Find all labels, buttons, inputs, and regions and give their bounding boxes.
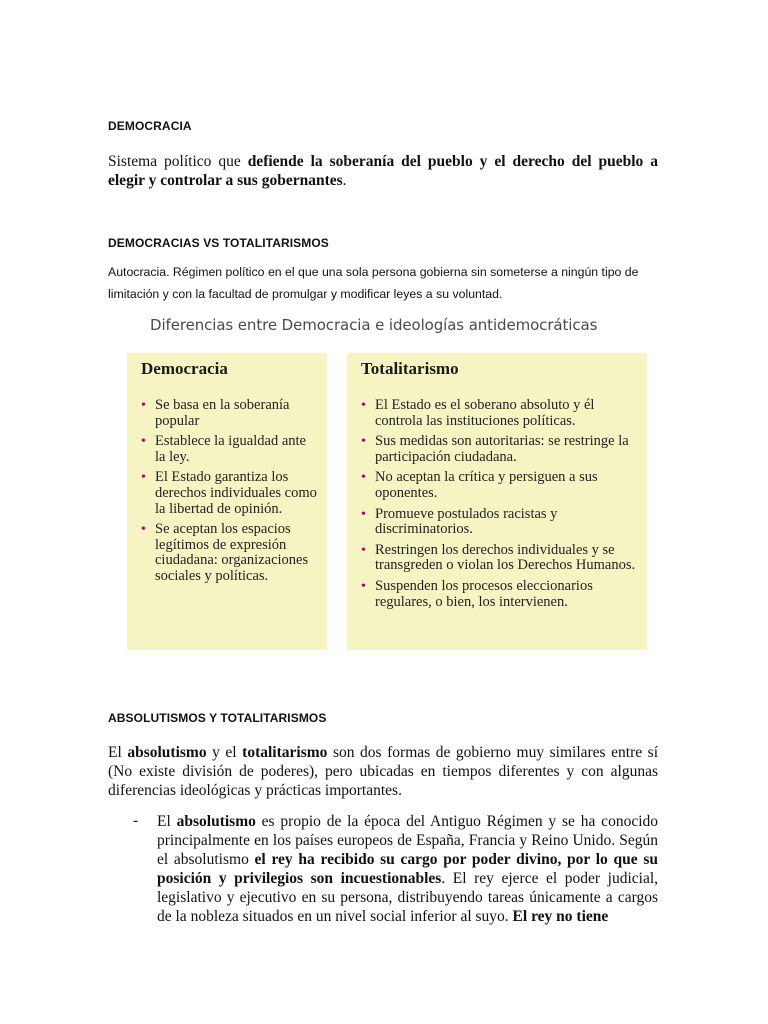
text-run: son dos formas de gobierno muy similares entre sí (No existe división de poderes), pero ubicadas en tiempos diferentes y con algunas diferencias ideológicas y prácticas importantes. xyxy=(108,744,659,799)
text-run: . El rey ejerce el poder judicial, legislativo y ejecutivo en su persona, distribuyendo tareas únicamente a cargos de la nobleza situados en un nivel social inferior al suyo. xyxy=(157,870,659,925)
heading-democracias-vs-totalitarismos: DEMOCRACIAS VS TOTALITARISMOS xyxy=(108,236,329,250)
list-item: • Restringen los derechos individuales y se transgreden o violan los Derechos Humanos. xyxy=(361,543,639,574)
list-item: • Suspenden los procesos eleccionarios regulares, o bien, los intervienen. xyxy=(361,579,639,610)
text-run: es propio de la época del Antiguo Régimen y se ha conocido principalmente en los países europeos de España, Francia y Reino Unido. Según el absolutismo xyxy=(157,813,658,868)
list-item: • Se basa en la soberanía popular xyxy=(141,398,319,429)
paragraph-absolutismo-detail xyxy=(157,812,658,926)
list-item: • El Estado garantiza los derechos individuales como la libertad de opinión. xyxy=(141,470,319,517)
panel-totalitarismo xyxy=(347,353,647,650)
panel-title: Democracia xyxy=(141,359,228,378)
paragraph-autocracia: Autocracia. Régimen político en el que una sola persona gobierna sin someterse a ningún tipo de limitación y con la facultad de promulgar y modificar leyes a su voluntad. xyxy=(108,265,639,301)
figure-title: Diferencias entre Democracia e ideologías antidemocráticas xyxy=(150,316,598,334)
list-item: • Promueve postulados racistas y discriminatorios. xyxy=(361,507,639,538)
heading-democracia: DEMOCRACIA xyxy=(108,119,192,133)
text-run-bold: El rey no tiene xyxy=(512,908,609,925)
list-item: • Se aceptan los espacios legítimos de expresión ciudadana: organizaciones sociales y políticas. xyxy=(141,522,319,584)
text-run-bold: defiende la soberanía del pueblo y el derecho del pueblo a elegir y controlar a sus gobernantes xyxy=(108,153,658,189)
heading-absolutismos-y-totalitarismos: ABSOLUTISMOS Y TOTALITARISMOS xyxy=(108,711,327,725)
list-item: • Establece la igualdad ante la ley. xyxy=(141,434,319,465)
text-run: Sistema político que xyxy=(108,153,248,170)
text-run: El xyxy=(108,744,128,761)
panel-list xyxy=(141,398,319,590)
text-run-bold: absolutismo xyxy=(176,813,256,830)
text-run-bold: el rey ha recibido su cargo por poder divino, por lo que su posición y privilegios son incuestionables xyxy=(157,851,658,887)
list-item: • Sus medidas son autoritarias: se restringe la participación ciudadana. xyxy=(361,434,639,465)
panel-title: Totalitarismo xyxy=(361,359,459,378)
comparison-figure xyxy=(115,308,655,654)
text-run: . xyxy=(342,172,347,189)
paragraph-absolutismo-intro xyxy=(108,743,658,800)
text-run-bold: totalitarismo xyxy=(242,744,328,761)
list-dash-marker: - xyxy=(133,812,139,829)
text-run: y el xyxy=(206,744,243,761)
list-item: • El Estado es el soberano absoluto y él controla las instituciones políticas. xyxy=(361,398,639,429)
panel-democracia xyxy=(127,353,327,650)
text-run: El xyxy=(157,813,177,830)
text-run-bold: absolutismo xyxy=(127,744,207,761)
panel-list xyxy=(361,398,639,615)
list-item: • No aceptan la crítica y persiguen a sus oponentes. xyxy=(361,470,639,501)
paragraph-democracia-definition xyxy=(108,152,658,190)
